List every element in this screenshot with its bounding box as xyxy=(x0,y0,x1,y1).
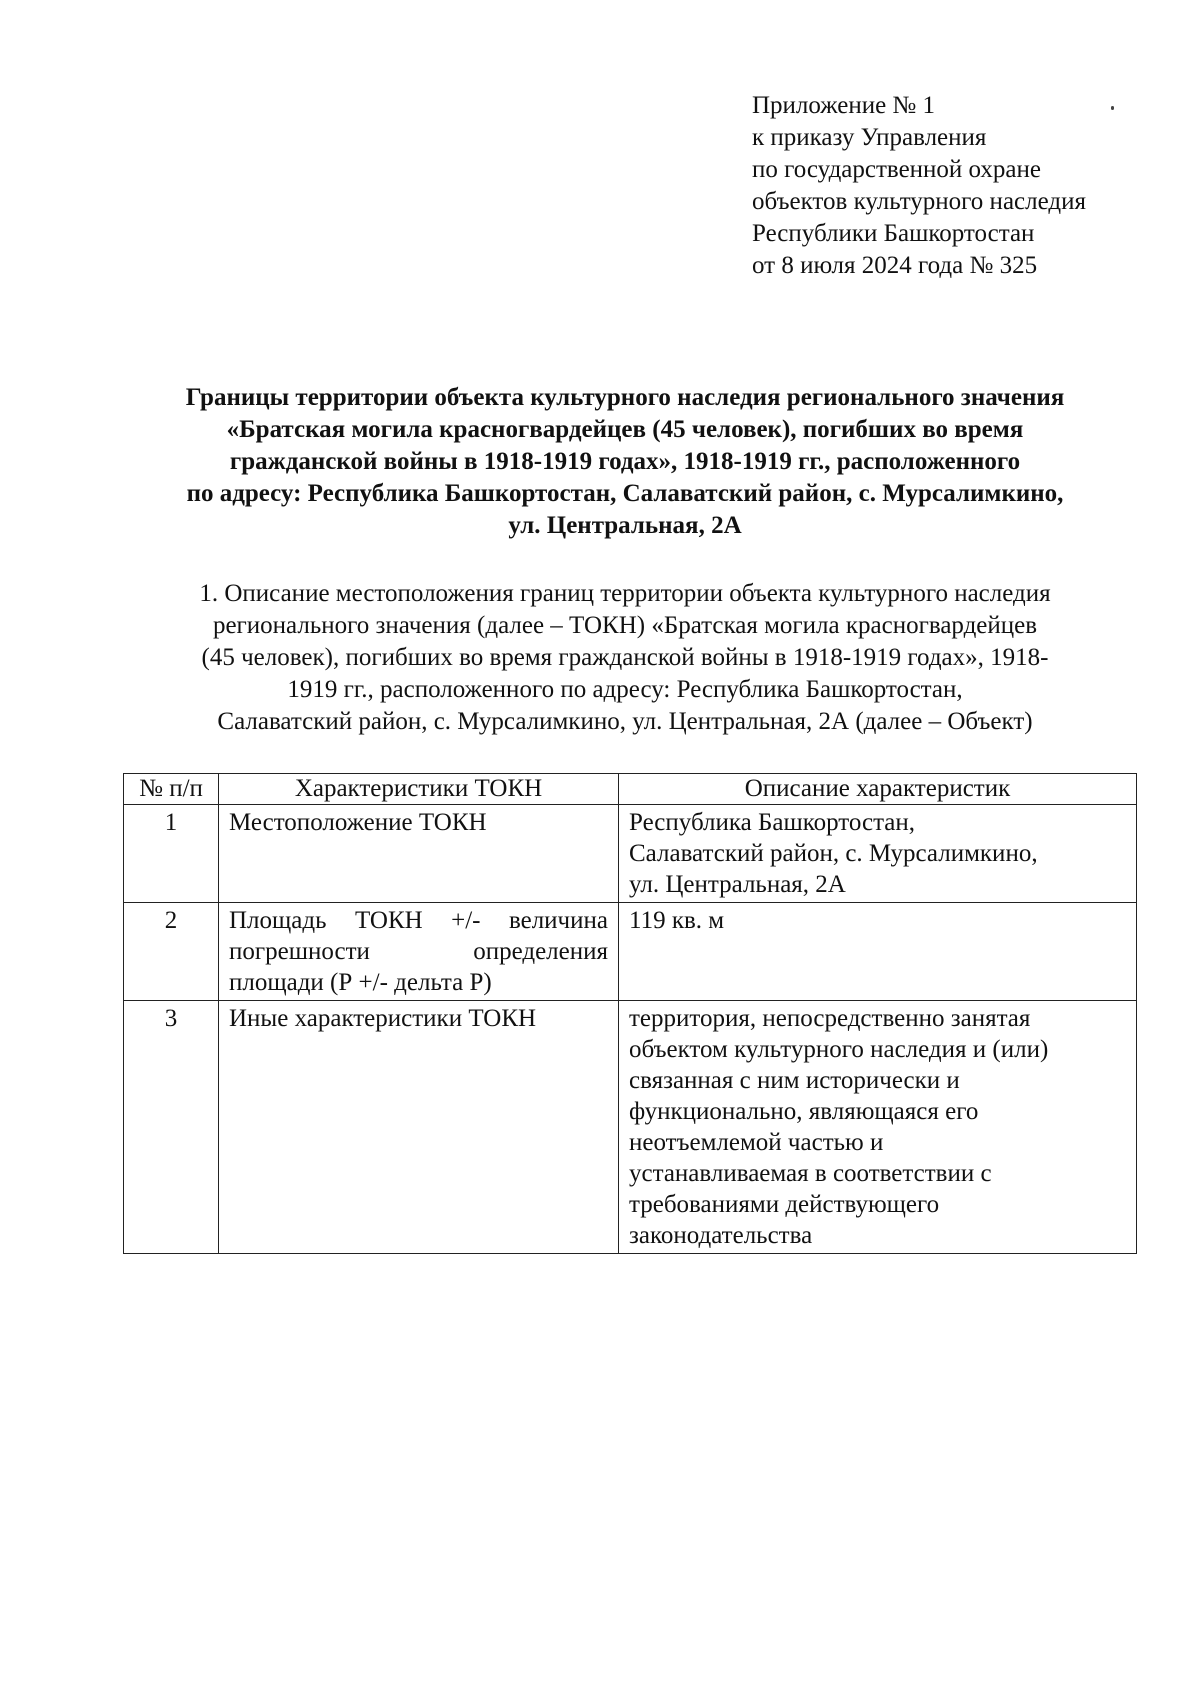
cell-line: Республика Башкортостан, xyxy=(629,809,916,836)
cell-line: устанавливаемая в соответствии с xyxy=(629,1160,992,1187)
cell-line: функционально, являющаяся его xyxy=(629,1098,979,1125)
row-description xyxy=(619,805,1137,903)
section-line: 1. Описание местоположения границ территории объекта культурного наследия xyxy=(199,580,1051,607)
table-row xyxy=(124,805,1137,903)
title-line: гражданской войны в 1918-1919 годах», 1918-1919 гг., расположенного xyxy=(229,448,1021,475)
cell-line: Местоположение ТОКН xyxy=(229,809,487,836)
appendix-line: Приложение № 1 xyxy=(752,92,936,119)
row-characteristic xyxy=(219,903,619,1001)
section-heading xyxy=(100,578,1150,738)
cell-line: неотъемлемой частью и xyxy=(629,1129,884,1156)
appendix-line: Республики Башкортостан xyxy=(752,220,1035,247)
row-description xyxy=(619,1001,1137,1254)
document-title xyxy=(100,382,1150,542)
title-line: ул. Центральная, 2А xyxy=(508,512,742,539)
title-line: «Братская могила красногвардейцев (45 человек), погибших во время xyxy=(226,416,1024,443)
row-number: 3 xyxy=(124,1001,219,1254)
section-line: Салаватский район, с. Мурсалимкино, ул. Центральная, 2А (далее – Объект) xyxy=(217,708,1033,735)
appendix-header xyxy=(752,90,1172,282)
cell-line: Площадь ТОКН +/- величина xyxy=(229,907,608,934)
appendix-line: по государственной охране xyxy=(752,156,1042,183)
table-header-row xyxy=(124,774,1137,805)
title-line: Границы территории объекта культурного наследия регионального значения xyxy=(185,384,1065,411)
appendix-line: к приказу Управления xyxy=(752,124,987,151)
table-row xyxy=(124,1001,1137,1254)
characteristics-table xyxy=(123,773,1137,1254)
cell-line: связанная с ним исторически и xyxy=(629,1067,960,1094)
cell-line: ул. Центральная, 2А xyxy=(629,871,846,898)
cell-line: Иные характеристики ТОКН xyxy=(229,1005,537,1032)
row-characteristic xyxy=(219,805,619,903)
appendix-line: объектов культурного наследия xyxy=(752,188,1086,215)
header-number: № п/п xyxy=(124,774,219,805)
cell-line: Салаватский район, с. Мурсалимкино, xyxy=(629,840,1038,867)
row-description xyxy=(619,903,1137,1001)
cell-line: 119 кв. м xyxy=(629,907,725,934)
cell-line: объектом культурного наследия и (или) xyxy=(629,1036,1049,1063)
table-row xyxy=(124,903,1137,1001)
header-description: Описание характеристик xyxy=(619,774,1137,805)
section-line: регионального значения (далее – ТОКН) «Братская могила красногвардейцев xyxy=(212,612,1038,639)
row-number: 1 xyxy=(124,805,219,903)
title-line: по адресу: Республика Башкортостан, Салаватский район, с. Мурсалимкино, xyxy=(186,480,1064,507)
cell-line: законодательства xyxy=(629,1222,813,1249)
cell-line: погрешности определения xyxy=(229,938,608,965)
appendix-line: от 8 июля 2024 года № 325 xyxy=(752,252,1038,279)
cell-line: площади (Р +/- дельта Р) xyxy=(229,969,492,996)
section-line: 1919 гг., расположенного по адресу: Республика Башкортостан, xyxy=(287,676,963,703)
row-characteristic xyxy=(219,1001,619,1254)
header-characteristic: Характеристики ТОКН xyxy=(219,774,619,805)
cell-line: требованиями действующего xyxy=(629,1191,940,1218)
section-line: (45 человек), погибших во время гражданской войны в 1918-1919 годах», 1918- xyxy=(201,644,1049,671)
cell-line: территория, непосредственно занятая xyxy=(629,1005,1031,1032)
row-number: 2 xyxy=(124,903,219,1001)
